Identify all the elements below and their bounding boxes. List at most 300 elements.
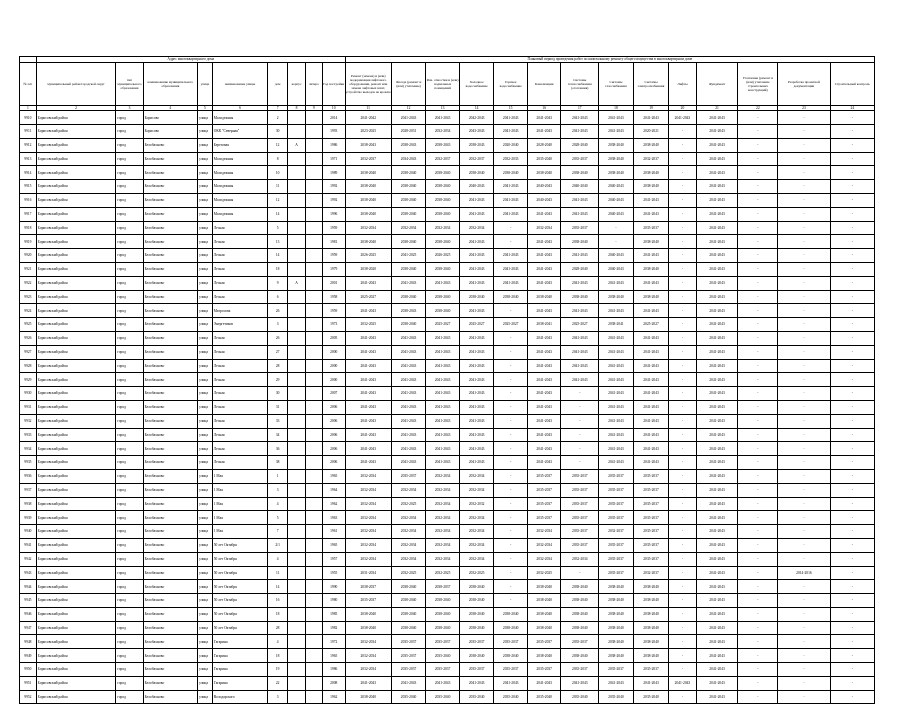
table-cell[interactable]: 2038-2040 xyxy=(561,649,599,663)
table-cell[interactable]: 2035-2037 xyxy=(561,525,599,539)
table-cell[interactable]: 2038-2040 xyxy=(345,180,391,194)
table-cell[interactable]: улица xyxy=(198,552,213,566)
table-cell[interactable]: 2038-2040 xyxy=(345,166,391,180)
table-cell[interactable]: 2035-2037 xyxy=(633,511,669,525)
table-cell[interactable]: город xyxy=(116,649,143,663)
table-cell[interactable]: улица xyxy=(198,331,213,345)
table-cell[interactable]: - xyxy=(830,566,874,580)
table-cell[interactable] xyxy=(305,359,322,373)
table-cell[interactable]: 2038-2040 xyxy=(599,607,634,621)
table-cell[interactable]: - xyxy=(830,635,874,649)
table-cell[interactable]: Белобахново xyxy=(143,442,197,456)
table-cell[interactable]: Белобахново xyxy=(143,511,197,525)
table-cell[interactable]: 2041-2043 xyxy=(527,442,561,456)
table-cell[interactable]: город xyxy=(116,290,143,304)
table-cell[interactable]: 2041-2043 xyxy=(561,676,599,690)
table-cell[interactable]: 2038-2040 xyxy=(345,235,391,249)
table-cell[interactable]: - xyxy=(669,607,696,621)
table-cell[interactable]: - xyxy=(778,511,830,525)
table-cell[interactable]: - xyxy=(669,331,696,345)
table-cell[interactable]: 2041-2043 xyxy=(527,676,561,690)
table-cell[interactable]: 2035-2040 xyxy=(391,690,426,704)
table-cell[interactable]: 1962 xyxy=(322,690,345,704)
table-cell[interactable]: 2032-2034 xyxy=(391,483,426,497)
table-cell[interactable]: Белобахново xyxy=(143,621,197,635)
table-cell[interactable]: 2035-2037 xyxy=(633,469,669,483)
table-cell[interactable]: - xyxy=(494,566,528,580)
table-cell[interactable]: - xyxy=(830,262,874,276)
table-cell[interactable]: 30 xyxy=(268,125,288,139)
table-cell[interactable] xyxy=(305,676,322,690)
table-cell[interactable]: - xyxy=(830,290,874,304)
table-cell[interactable]: - xyxy=(830,304,874,318)
table-cell[interactable]: 1955 xyxy=(322,566,345,580)
table-cell[interactable]: 9952 xyxy=(20,690,37,704)
table-cell[interactable]: улица xyxy=(198,125,213,139)
table-cell[interactable]: 1993 xyxy=(322,125,345,139)
table-cell[interactable]: 2041-2043 xyxy=(494,193,528,207)
table-cell[interactable] xyxy=(305,249,322,263)
table-cell[interactable]: 2031-2034 xyxy=(345,566,391,580)
table-cell[interactable] xyxy=(305,345,322,359)
table-cell[interactable]: 2041-2043 xyxy=(345,345,391,359)
table-cell[interactable]: 2038-2040 xyxy=(459,594,494,608)
table-cell[interactable]: 2038-2040 xyxy=(459,607,494,621)
table-cell[interactable]: 2041-2043 xyxy=(459,276,494,290)
table-cell[interactable] xyxy=(288,483,306,497)
table-cell[interactable]: 2035-2037 xyxy=(599,566,634,580)
table-cell[interactable]: - xyxy=(494,400,528,414)
table-cell[interactable]: - xyxy=(830,152,874,166)
table-cell[interactable]: 2041-2043 xyxy=(633,193,669,207)
table-cell[interactable]: Белобахново xyxy=(143,414,197,428)
table-cell[interactable]: Борисовский район xyxy=(36,469,116,483)
table-cell[interactable]: 2041-2043 xyxy=(527,262,561,276)
table-cell[interactable]: 2038-2040 xyxy=(633,262,669,276)
table-cell[interactable]: 9926 xyxy=(20,331,37,345)
table-cell[interactable] xyxy=(288,525,306,539)
table-cell[interactable]: 2041-2043 xyxy=(527,331,561,345)
table-cell[interactable]: 2032-2034 xyxy=(459,525,494,539)
table-cell[interactable]: улица xyxy=(198,456,213,470)
table-cell[interactable]: город xyxy=(116,345,143,359)
table-cell[interactable]: - xyxy=(669,166,696,180)
table-cell[interactable]: - xyxy=(669,497,696,511)
table-cell[interactable]: 2035-2037 xyxy=(527,635,561,649)
table-cell[interactable]: 2035-2040 xyxy=(633,690,669,704)
table-cell[interactable]: 2032-2034 xyxy=(426,483,460,497)
table-cell[interactable]: - xyxy=(669,290,696,304)
table-cell[interactable]: 2041-2043 xyxy=(696,607,738,621)
table-cell[interactable] xyxy=(305,552,322,566)
table-cell[interactable]: город xyxy=(116,138,143,152)
table-cell[interactable]: улица xyxy=(198,580,213,594)
table-cell[interactable]: 9914 xyxy=(20,166,37,180)
table-cell[interactable]: - xyxy=(669,249,696,263)
table-cell[interactable]: 2032-2034 xyxy=(459,511,494,525)
table-cell[interactable]: Лесная xyxy=(212,262,268,276)
table-cell[interactable]: 2041-2043 xyxy=(527,400,561,414)
table-cell[interactable]: 2038-2040 xyxy=(391,594,426,608)
table-cell[interactable]: 2038-2040 xyxy=(391,290,426,304)
table-cell[interactable]: 2038-2040 xyxy=(345,607,391,621)
table-cell[interactable]: Борисовский район xyxy=(36,249,116,263)
table-cell[interactable]: Белобахново xyxy=(143,663,197,677)
table-cell[interactable]: Борисовский район xyxy=(36,414,116,428)
table-cell[interactable]: - xyxy=(669,690,696,704)
table-cell[interactable]: улица xyxy=(198,649,213,663)
table-cell[interactable]: - xyxy=(669,621,696,635)
table-cell[interactable] xyxy=(305,166,322,180)
table-cell[interactable]: улица xyxy=(198,166,213,180)
table-cell[interactable] xyxy=(305,318,322,332)
table-cell[interactable]: 2032-2034 xyxy=(345,538,391,552)
table-cell[interactable]: 2032-2034 xyxy=(527,552,561,566)
table-cell[interactable]: Лесная xyxy=(212,345,268,359)
table-cell[interactable] xyxy=(305,428,322,442)
table-cell[interactable] xyxy=(288,180,306,194)
table-cell[interactable]: 2035-2037 xyxy=(633,483,669,497)
table-cell[interactable]: 2038-2040 xyxy=(426,621,460,635)
table-cell[interactable] xyxy=(288,359,306,373)
table-cell[interactable]: 13 xyxy=(268,235,288,249)
table-cell[interactable]: 2041-2043 xyxy=(494,207,528,221)
table-cell[interactable]: 2032-2034 xyxy=(345,552,391,566)
table-cell[interactable] xyxy=(288,125,306,139)
table-cell[interactable] xyxy=(305,497,322,511)
table-cell[interactable]: - xyxy=(778,607,830,621)
table-cell[interactable]: 1 xyxy=(268,469,288,483)
table-cell[interactable]: 2035-2040 xyxy=(426,690,460,704)
table-cell[interactable]: улица xyxy=(198,276,213,290)
table-cell[interactable] xyxy=(288,607,306,621)
table-cell[interactable]: - xyxy=(830,345,874,359)
table-cell[interactable]: 2041-2043 xyxy=(426,428,460,442)
table-cell[interactable]: - xyxy=(669,400,696,414)
table-cell[interactable]: - xyxy=(778,649,830,663)
table-cell[interactable]: Белобахново xyxy=(143,276,197,290)
table-cell[interactable]: 2038-2040 xyxy=(426,166,460,180)
table-cell[interactable]: 2041-2043 xyxy=(527,111,561,125)
table-cell[interactable]: - xyxy=(778,483,830,497)
table-cell[interactable]: 2035-2037 xyxy=(599,663,634,677)
table-cell[interactable]: 2035-2037 xyxy=(633,525,669,539)
table-cell[interactable]: 2041-2043 xyxy=(696,276,738,290)
table-cell[interactable]: улица xyxy=(198,607,213,621)
table-cell[interactable]: 2032-2037 xyxy=(599,525,634,539)
table-cell[interactable]: улица xyxy=(198,621,213,635)
table-cell[interactable]: 9942 xyxy=(20,552,37,566)
table-cell[interactable]: город xyxy=(116,400,143,414)
table-cell[interactable]: 9928 xyxy=(20,359,37,373)
table-cell[interactable] xyxy=(305,649,322,663)
table-cell[interactable]: 2000 xyxy=(322,345,345,359)
table-cell[interactable]: 2041-2043 xyxy=(696,249,738,263)
table-cell[interactable] xyxy=(288,497,306,511)
table-cell[interactable]: 2038-2043 xyxy=(426,138,460,152)
table-cell[interactable]: 2041-2043 xyxy=(696,456,738,470)
table-cell[interactable]: 2041-2043 xyxy=(391,359,426,373)
table-cell[interactable] xyxy=(305,525,322,539)
table-cell[interactable]: - xyxy=(669,152,696,166)
table-cell[interactable]: 50 лет Октября xyxy=(212,621,268,635)
table-cell[interactable]: - xyxy=(669,221,696,235)
table-cell[interactable]: улица xyxy=(198,483,213,497)
table-cell[interactable]: 9 xyxy=(268,276,288,290)
table-cell[interactable]: - xyxy=(738,138,778,152)
table-cell[interactable]: 2041-2043 xyxy=(633,207,669,221)
table-cell[interactable] xyxy=(288,193,306,207)
table-cell[interactable]: 2041-2043 xyxy=(391,331,426,345)
table-cell[interactable]: 2035-2040 xyxy=(599,690,634,704)
table-cell[interactable]: 2041-2043 xyxy=(527,373,561,387)
table-cell[interactable]: 9913 xyxy=(20,152,37,166)
table-cell[interactable]: Лесная xyxy=(212,428,268,442)
table-cell[interactable]: 2014 xyxy=(322,111,345,125)
table-cell[interactable]: Белобахново xyxy=(143,456,197,470)
table-cell[interactable]: 2032-2037 xyxy=(459,152,494,166)
table-cell[interactable]: - xyxy=(830,469,874,483)
table-cell[interactable]: 2038-2040 xyxy=(459,621,494,635)
table-cell[interactable]: 2041-2043 xyxy=(599,373,634,387)
table-cell[interactable]: улица xyxy=(198,207,213,221)
table-cell[interactable]: Белобахново xyxy=(143,690,197,704)
table-cell[interactable]: 33 xyxy=(268,414,288,428)
table-cell[interactable]: - xyxy=(778,304,830,318)
table-cell[interactable] xyxy=(288,400,306,414)
table-cell[interactable]: - xyxy=(669,304,696,318)
table-cell[interactable]: 2041-2043 xyxy=(696,552,738,566)
table-cell[interactable]: город xyxy=(116,262,143,276)
table-cell[interactable]: 1992 xyxy=(322,180,345,194)
table-cell[interactable]: 9924 xyxy=(20,304,37,318)
table-cell[interactable]: - xyxy=(494,525,528,539)
table-cell[interactable]: 2041-2043 xyxy=(696,428,738,442)
table-cell[interactable]: 2041-2043 xyxy=(696,497,738,511)
table-cell[interactable]: 2041-2043 xyxy=(345,414,391,428)
table-cell[interactable]: Лесная xyxy=(212,414,268,428)
table-cell[interactable]: Белобахново xyxy=(143,193,197,207)
table-cell[interactable] xyxy=(288,456,306,470)
table-cell[interactable]: 2041-2043 xyxy=(696,663,738,677)
table-cell[interactable]: 2041-2043 xyxy=(599,304,634,318)
table-cell[interactable]: улица xyxy=(198,290,213,304)
table-cell[interactable]: 9922 xyxy=(20,276,37,290)
table-cell[interactable]: 9930 xyxy=(20,387,37,401)
table-cell[interactable]: 2041-2043 xyxy=(696,180,738,194)
table-cell[interactable]: 2038-2040 xyxy=(633,580,669,594)
table-cell[interactable]: улица xyxy=(198,525,213,539)
table-cell[interactable] xyxy=(305,456,322,470)
table-cell[interactable]: 2038-2040 xyxy=(459,580,494,594)
table-cell[interactable]: улица xyxy=(198,635,213,649)
table-cell[interactable]: 1958 xyxy=(322,290,345,304)
table-cell[interactable]: 9916 xyxy=(20,193,37,207)
table-cell[interactable] xyxy=(288,304,306,318)
table-cell[interactable]: 18 xyxy=(268,649,288,663)
table-cell[interactable]: город xyxy=(116,414,143,428)
table-cell[interactable]: Борисовский район xyxy=(36,456,116,470)
table-cell[interactable]: - xyxy=(669,138,696,152)
table-cell[interactable]: - xyxy=(669,511,696,525)
table-cell[interactable]: 2035-2040 xyxy=(494,690,528,704)
table-cell[interactable]: - xyxy=(669,538,696,552)
table-cell[interactable]: - xyxy=(494,414,528,428)
table-cell[interactable]: город xyxy=(116,676,143,690)
table-cell[interactable]: - xyxy=(494,483,528,497)
table-cell[interactable]: 2041-2043 xyxy=(426,442,460,456)
table-cell[interactable]: 2035-2037 xyxy=(633,221,669,235)
table-cell[interactable]: 1986 xyxy=(322,663,345,677)
table-cell[interactable] xyxy=(288,373,306,387)
table-cell[interactable]: - xyxy=(669,566,696,580)
table-cell[interactable]: - xyxy=(778,456,830,470)
table-cell[interactable]: - xyxy=(778,525,830,539)
table-cell[interactable]: 9925 xyxy=(20,318,37,332)
table-cell[interactable]: 2041-2043 xyxy=(696,690,738,704)
table-cell[interactable]: 9944 xyxy=(20,580,37,594)
table-cell[interactable]: - xyxy=(778,387,830,401)
table-cell[interactable] xyxy=(305,594,322,608)
table-cell[interactable]: 2041-2043 xyxy=(561,304,599,318)
table-cell[interactable]: 2035-2037 xyxy=(561,469,599,483)
table-cell[interactable] xyxy=(288,635,306,649)
table-cell[interactable]: 2038-2040 xyxy=(599,152,634,166)
table-cell[interactable]: 9931 xyxy=(20,400,37,414)
table-cell[interactable]: 9935 xyxy=(20,456,37,470)
table-cell[interactable]: 2035-2037 xyxy=(527,483,561,497)
table-cell[interactable]: - xyxy=(830,414,874,428)
table-cell[interactable]: А xyxy=(288,138,306,152)
table-cell[interactable]: 2041-2043 xyxy=(633,249,669,263)
table-cell[interactable]: - xyxy=(830,511,874,525)
table-cell[interactable]: 1980 xyxy=(322,594,345,608)
table-cell[interactable]: город xyxy=(116,635,143,649)
table-cell[interactable]: 2038-2040 xyxy=(561,621,599,635)
table-cell[interactable]: - xyxy=(561,566,599,580)
table-cell[interactable]: 9938 xyxy=(20,497,37,511)
table-cell[interactable]: - xyxy=(738,221,778,235)
table-cell[interactable]: Борисовский район xyxy=(36,318,116,332)
table-cell[interactable]: город xyxy=(116,111,143,125)
table-cell[interactable]: 2041-2043 xyxy=(345,387,391,401)
table-cell[interactable]: 1973 xyxy=(322,318,345,332)
table-cell[interactable]: 9927 xyxy=(20,345,37,359)
table-cell[interactable]: - xyxy=(830,690,874,704)
table-cell[interactable]: - xyxy=(669,428,696,442)
table-cell[interactable]: 2041-2043 xyxy=(599,359,634,373)
table-cell[interactable]: - xyxy=(561,428,599,442)
table-cell[interactable]: - xyxy=(669,635,696,649)
table-cell[interactable]: город xyxy=(116,621,143,635)
table-cell[interactable]: 1981 xyxy=(322,235,345,249)
table-cell[interactable]: 1959 xyxy=(322,304,345,318)
table-cell[interactable]: 2041-2043 xyxy=(391,276,426,290)
table-cell[interactable]: 3 xyxy=(268,483,288,497)
table-cell[interactable] xyxy=(288,566,306,580)
table-cell[interactable]: 2041-2043 xyxy=(696,359,738,373)
table-cell[interactable]: 2041-2043 xyxy=(669,111,696,125)
table-cell[interactable] xyxy=(305,566,322,580)
table-cell[interactable]: улица xyxy=(198,469,213,483)
table-cell[interactable]: 2038-2040 xyxy=(527,607,561,621)
table-cell[interactable] xyxy=(288,318,306,332)
table-cell[interactable]: 2041-2043 xyxy=(561,249,599,263)
table-cell[interactable] xyxy=(288,331,306,345)
table-cell[interactable]: - xyxy=(669,125,696,139)
table-cell[interactable]: - xyxy=(778,345,830,359)
table-cell[interactable] xyxy=(288,166,306,180)
table-cell[interactable]: 2041-2043 xyxy=(527,387,561,401)
table-cell[interactable]: 50 лет Октября xyxy=(212,594,268,608)
table-cell[interactable]: 2035-2037 xyxy=(561,497,599,511)
table-cell[interactable]: 2041-2043 xyxy=(345,304,391,318)
table-cell[interactable]: 2032-2034 xyxy=(345,663,391,677)
table-cell[interactable]: Гагарина xyxy=(212,663,268,677)
table-cell[interactable]: Белобахново xyxy=(143,318,197,332)
table-cell[interactable] xyxy=(305,469,322,483)
table-cell[interactable]: 1 Мая xyxy=(212,497,268,511)
table-cell[interactable]: - xyxy=(738,566,778,580)
table-cell[interactable]: - xyxy=(494,594,528,608)
table-cell[interactable]: 2035-2037 xyxy=(633,552,669,566)
table-cell[interactable]: 9921 xyxy=(20,262,37,276)
table-cell[interactable]: - xyxy=(778,262,830,276)
table-cell[interactable]: Борисово xyxy=(143,125,197,139)
table-cell[interactable]: 2041-2043 xyxy=(696,262,738,276)
table-cell[interactable]: - xyxy=(738,235,778,249)
table-cell[interactable]: 2041-2043 xyxy=(459,428,494,442)
table-cell[interactable]: 2038-2040 xyxy=(459,166,494,180)
table-cell[interactable]: улица xyxy=(198,345,213,359)
table-cell[interactable]: Лесная xyxy=(212,235,268,249)
table-cell[interactable]: 2041-2043 xyxy=(696,221,738,235)
table-cell[interactable]: 2038-2037 xyxy=(426,580,460,594)
table-cell[interactable]: - xyxy=(738,483,778,497)
table-cell[interactable]: 2035-2037 xyxy=(391,469,426,483)
table-cell[interactable]: - xyxy=(830,621,874,635)
table-cell[interactable] xyxy=(305,111,322,125)
table-cell[interactable]: 2 xyxy=(268,111,288,125)
table-cell[interactable]: 2038-2040 xyxy=(345,207,391,221)
table-cell[interactable]: - xyxy=(738,511,778,525)
table-cell[interactable]: 2041-2043 xyxy=(696,580,738,594)
table-cell[interactable]: Белобахново xyxy=(143,262,197,276)
table-cell[interactable]: 2041-2043 xyxy=(426,359,460,373)
table-cell[interactable]: 2041-2043 xyxy=(561,345,599,359)
table-cell[interactable]: Лесная xyxy=(212,456,268,470)
table-cell[interactable]: 2038-2040 xyxy=(599,138,634,152)
table-cell[interactable]: 2041-2043 xyxy=(696,125,738,139)
table-cell[interactable]: Борисовский район xyxy=(36,262,116,276)
table-cell[interactable]: - xyxy=(738,469,778,483)
table-cell[interactable]: город xyxy=(116,331,143,345)
table-cell[interactable]: 2041-2043 xyxy=(391,387,426,401)
table-cell[interactable]: 1992 xyxy=(322,193,345,207)
table-cell[interactable]: - xyxy=(738,635,778,649)
table-cell[interactable]: - xyxy=(669,207,696,221)
table-cell[interactable]: - xyxy=(669,373,696,387)
table-cell[interactable]: Белобахново xyxy=(143,566,197,580)
table-cell[interactable]: 2038-2040 xyxy=(561,166,599,180)
table-cell[interactable]: 2032-2034 xyxy=(426,497,460,511)
table-cell[interactable]: - xyxy=(494,387,528,401)
table-cell[interactable]: 1996 xyxy=(322,207,345,221)
table-cell[interactable]: - xyxy=(738,290,778,304)
table-cell[interactable]: 50 лет Октября xyxy=(212,566,268,580)
table-cell[interactable]: - xyxy=(669,483,696,497)
table-cell[interactable]: 2041-2043 xyxy=(696,152,738,166)
